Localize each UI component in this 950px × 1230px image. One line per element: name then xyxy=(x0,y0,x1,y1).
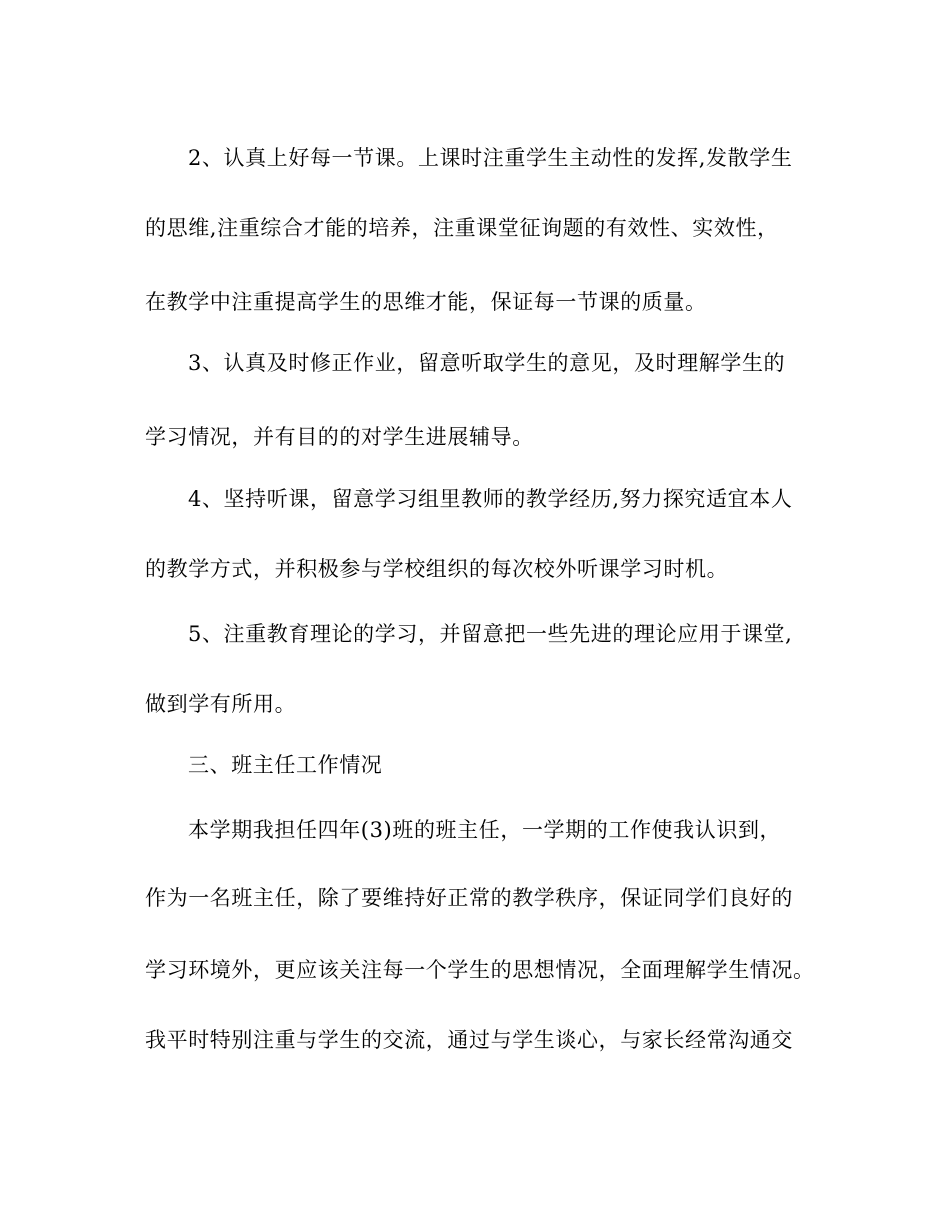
paragraph-line: 3、认真及时修正作业，留意听取学生的意见，及时理解学生的 xyxy=(188,351,786,375)
paragraph-line: 5、注重教育理论的学习，并留意把一些先进的理论应用于课堂, xyxy=(188,622,793,646)
paragraph-line: 学习情况，并有目的的对学生进展辅导。 xyxy=(145,425,534,449)
section-heading: 三、班主任工作情况 xyxy=(188,753,383,777)
paragraph-line: 本学期我担任四年(3)班的班主任，一学期的工作使我认识到， xyxy=(188,818,782,842)
paragraph-line: 2、认真上好每一节课。上课时注重学生主动性的发挥,发散学生 xyxy=(188,146,793,170)
paragraph-line: 作为一名班主任，除了要维持好正常的教学秩序，保证同学们良好的 xyxy=(145,886,793,910)
paragraph-line: 的教学方式，并积极参与学校组织的每次校外听课学习时机。 xyxy=(145,557,729,581)
paragraph-line: 在教学中注重提高学生的思维才能，保证每一节课的质量。 xyxy=(145,290,707,314)
paragraph-line: 做到学有所用。 xyxy=(145,692,297,716)
paragraph-line: 的思维,注重综合才能的培养，注重课堂征询题的有效性、实效性， xyxy=(145,216,779,240)
paragraph-line: 学习环境外，更应该关注每一个学生的思想情况，全面理解学生情况。 xyxy=(145,958,815,982)
paragraph-line: 我平时特别注重与学生的交流，通过与学生谈心，与家长经常沟通交 xyxy=(145,1028,793,1052)
paragraph-line: 4、坚持听课，留意学习组里教师的教学经历,努力探究适宜本人 xyxy=(188,487,793,511)
